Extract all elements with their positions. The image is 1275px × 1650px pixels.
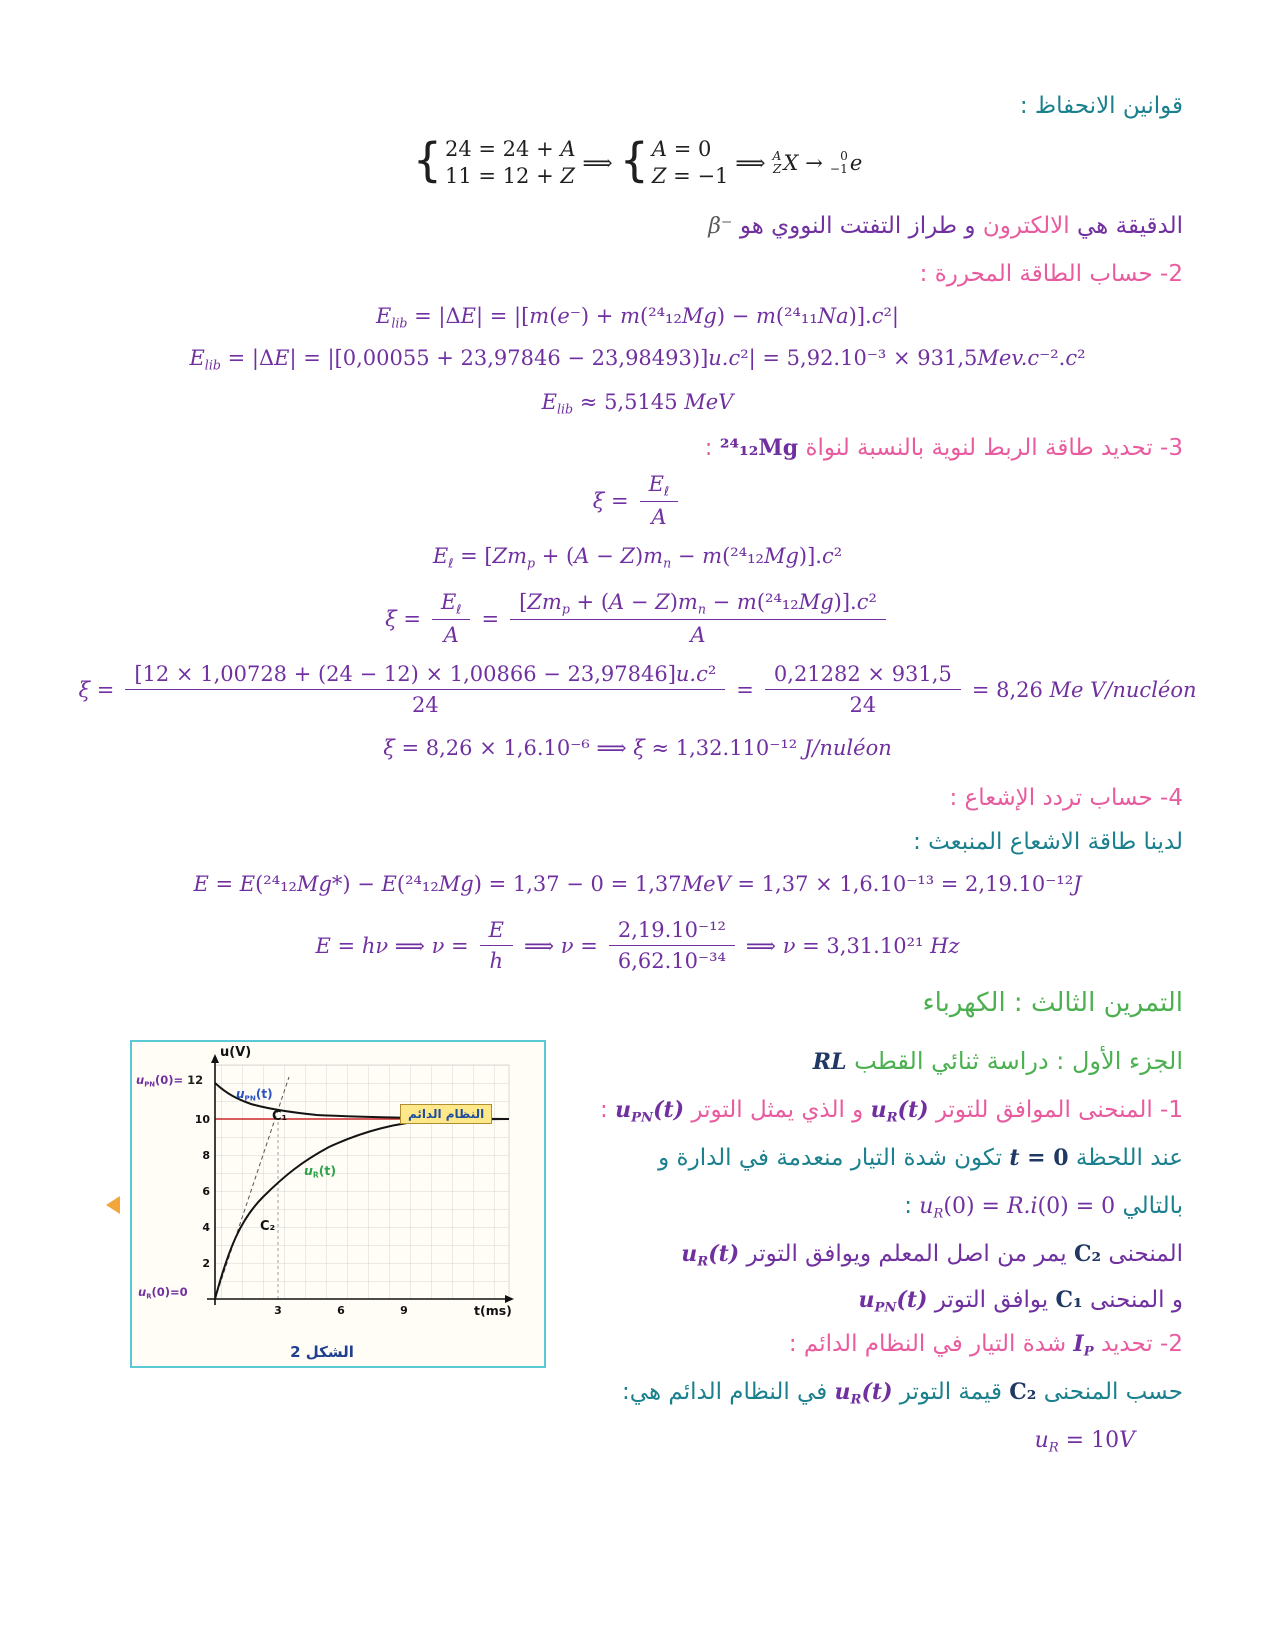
q1-colon: :	[600, 1097, 616, 1123]
case1-row1: 24 = 24 + A	[445, 137, 576, 161]
fraction-numeric	[609, 918, 735, 973]
fraction-denominator: h	[489, 949, 504, 973]
equation-conservation-system	[42, 133, 1233, 191]
therefore-pre: بالتالي	[1115, 1193, 1183, 1219]
x-tick-9: 9	[400, 1304, 408, 1317]
ur-zero-equation: $u_R(0) = R.i(0) = 0$	[919, 1194, 1116, 1222]
x-axis-arrow	[505, 1295, 514, 1303]
heading-exercise-3-text: التمرين الثالث : الكهرباء	[922, 988, 1183, 1018]
atomic-number: −1	[829, 162, 848, 177]
hasab-pre: حسب المنحنى	[1036, 1379, 1183, 1405]
y-tick-2: 2	[202, 1257, 210, 1270]
nuclide-e-prescript	[830, 150, 848, 176]
implies-arrow: ⟹	[735, 151, 766, 176]
implies-arrow: ⟹	[582, 151, 613, 176]
fraction-formula-over-a	[510, 590, 886, 647]
equation-elib-symbolic	[42, 304, 1233, 330]
equation-xi-expanded	[42, 590, 1233, 647]
ur-value-line	[92, 1424, 1135, 1458]
equation-el-formula	[42, 544, 1233, 570]
nuclide-x-symbol: X	[783, 151, 799, 176]
ur-t-token: $u_R(t)$	[870, 1097, 929, 1126]
c2-symbol: C₂	[1073, 1241, 1102, 1267]
upn-t-token: $u_{PN}(t)$	[858, 1287, 928, 1316]
heading-exercise-3	[92, 985, 1183, 1023]
x-axis-label: t(ms)	[474, 1303, 512, 1318]
conservation-heading	[92, 90, 1183, 123]
fraction-e-over-h	[480, 918, 513, 973]
equals-sign: =	[736, 677, 754, 702]
elib-2: $E_{lib} = |\Delta E| = |[0,00055 + 23,97846 - 23,98493)]u.c^2| = 5,92.10^{-3} \times 931,5Mev.c^{-2}.c^2$	[189, 346, 1086, 373]
case-system-1	[412, 133, 576, 191]
case-rows	[445, 136, 576, 191]
left-brace: {	[412, 133, 442, 188]
steady-value-line	[92, 1376, 1183, 1410]
fraction-numerator: 2,19.10⁻¹²	[609, 918, 735, 946]
mass-number: A	[772, 149, 782, 164]
heading-released-energy-text: 2- حساب الطاقة المحررة :	[919, 261, 1183, 287]
electron-word: الالكترون	[982, 213, 1070, 239]
c1-mid: يوافق التوتر	[927, 1287, 1056, 1313]
equation-elib-result	[42, 390, 1233, 416]
ip-token: $I_P$	[1073, 1331, 1094, 1360]
equation-xi-definition	[42, 472, 1233, 529]
t0-pre: عند اللحظة	[1068, 1145, 1183, 1171]
q2-post: شدة التيار في النظام الدائم :	[788, 1331, 1074, 1357]
heading-released-energy	[92, 258, 1183, 291]
heading-binding-energy	[92, 432, 1183, 465]
particle-text-2: و طراز التفتت النووي هو	[732, 213, 983, 239]
q2-pre: 2- تحديد	[1093, 1331, 1183, 1357]
ur-t-token: $u_R(t)$	[681, 1241, 740, 1270]
c2-pre: المنحنى	[1101, 1241, 1183, 1267]
nuclide-x	[773, 150, 799, 176]
ur-10v-equation: $u_R = 10V$	[1034, 1428, 1135, 1456]
case-system-2	[619, 133, 729, 191]
decay-arrow: →	[805, 151, 823, 176]
fraction-numerator: E	[480, 918, 513, 946]
fraction-denominator: A	[651, 505, 667, 530]
el-formula: $E_\ell = [Zm_p + (A - Z)m_n - m(^{24}_{12}Mg)].c^2$	[432, 544, 843, 571]
equals-sign: =	[481, 606, 500, 631]
c2-curve-label: C₂	[260, 1219, 276, 1234]
fraction-numerator: 0,21282 × 931,5	[765, 662, 961, 690]
c1-pre: و المنحنى	[1082, 1287, 1183, 1313]
elib-3: $E_{lib} \approx 5,5145$ MeV	[541, 390, 734, 417]
heading-binding-pre: 3- تحديد طاقة الربط لنوية بالنسبة لنواة	[798, 435, 1183, 461]
particle-text-1: الدقيقة هي	[1069, 213, 1183, 239]
left-brace: {	[619, 133, 649, 188]
xi-lead: ξ =	[385, 606, 421, 631]
heading-part-1-text: الجزء الأول : دراسة ثنائي القطب	[846, 1047, 1183, 1075]
case-rows	[652, 136, 729, 191]
mass-number: 0	[840, 149, 848, 164]
case2-row1: A = 0	[651, 137, 712, 161]
emitted-energy-line	[92, 826, 1183, 859]
y-tick-8: 8	[202, 1149, 210, 1162]
y-axis-label: u(V)	[220, 1045, 252, 1060]
equation-gamma-energy	[42, 872, 1233, 896]
x-tick-3: 3	[274, 1304, 282, 1317]
xi-lead: ξ =	[78, 677, 115, 702]
equation-xi-joules	[42, 736, 1233, 760]
equation-row	[412, 133, 863, 191]
t0-token: t = 0	[1009, 1145, 1069, 1171]
beta-minus-symbol: β⁻	[708, 214, 733, 239]
particle-identification-line	[92, 210, 1183, 243]
c1-symbol: C₁	[1055, 1287, 1083, 1313]
fraction-el-over-a	[640, 472, 679, 529]
equation-xi-numeric	[42, 662, 1233, 717]
y-tick-6: 6	[202, 1185, 210, 1198]
y-axis-arrow	[211, 1054, 219, 1063]
upn-t-token: $u_{PN}(t)$	[615, 1097, 685, 1126]
xi-lead: ξ =	[592, 488, 629, 513]
fraction-numeric-1	[125, 662, 725, 717]
fraction-numerator: $E_\ell$	[432, 590, 471, 620]
fraction-numerator: [12 × 1,00728 + (24 − 12) × 1,00866 − 23,97846]u.c²	[125, 662, 725, 690]
heading-binding-colon: :	[704, 435, 720, 461]
fraction-denominator: A	[443, 623, 459, 648]
conservation-heading-text: قوانين الانحفاظ :	[1019, 93, 1183, 119]
q1-pre: 1- المنحنى الموافق للتوتر	[928, 1097, 1183, 1123]
gamma-energy: E = E(²⁴₁₂Mg*) − E(²⁴₁₂Mg) = 1,37 − 0 = 1,37MeV = 1,37 × 1,6.10⁻¹³ = 2,19.10⁻¹²J	[193, 872, 1082, 896]
c2-mid: يمر من اصل المعلم ويوافق التوتر	[739, 1241, 1074, 1267]
atomic-number: Z	[772, 162, 782, 177]
q1-mid: و الذي يمثل التوتر	[684, 1097, 871, 1123]
xi-joules: ξ = 8,26 × 1,6.10⁻⁶ ⟹ ξ ≈ 1,32.110⁻¹² J/nuléon	[383, 736, 892, 760]
rl-dipole-token: RL	[812, 1049, 847, 1075]
fraction-denominator: 6,62.10⁻³⁴	[617, 949, 726, 973]
freq-lead: E = hν ⟹ ν =	[315, 933, 469, 958]
upn-initial-label: $u_{PN}(0)= 12$	[136, 1073, 204, 1089]
therefore-colon: :	[904, 1193, 920, 1219]
nuclide-e-symbol: e	[849, 151, 863, 176]
fraction-denominator: 24	[849, 693, 877, 717]
equation-elib-numeric	[42, 346, 1233, 372]
x-tick-6: 6	[337, 1304, 345, 1317]
figure-2-plot	[137, 1047, 541, 1329]
nuclide-x-prescript	[773, 150, 782, 176]
hasab-post: في النظام الدائم هي:	[622, 1379, 835, 1405]
figure-2	[130, 1040, 546, 1368]
xi-result: = 8,26 Me V/nucléon	[971, 677, 1197, 702]
c1-curve-label: C₁	[272, 1109, 288, 1124]
y-tick-10: 10	[194, 1113, 210, 1126]
hasab-mid: قيمة التوتر	[892, 1379, 1010, 1405]
fraction-el-over-a	[432, 590, 471, 647]
emitted-energy-text: لدينا طاقة الاشعاع المنبعث :	[913, 829, 1183, 855]
y-tick-4: 4	[202, 1221, 210, 1234]
equation-frequency	[42, 918, 1233, 973]
fraction-denominator: 24	[411, 693, 439, 717]
elib-1: $E_{lib} = |\Delta E| = |[m(e^-) + m(^{24}_{12}Mg) - m(^{24}_{11}Na)].c^2|$	[375, 304, 899, 331]
ur-t-token: $u_R(t)$	[834, 1379, 893, 1408]
margin-arrow-icon	[106, 1196, 120, 1214]
steady-state-badge: النظام الدائم	[400, 1104, 492, 1124]
heading-radiation-frequency	[92, 782, 1183, 815]
case1-row2: 11 = 12 + Z	[445, 164, 575, 189]
nuclide-electron	[830, 150, 862, 176]
freq-result: ⟹ ν = 3,31.10²¹ Hz	[745, 933, 960, 958]
ur-initial-label: $u_R(0)=0$	[138, 1285, 188, 1301]
fraction-numerator: $E_\ell$	[640, 472, 679, 502]
heading-radiation-frequency-text: 4- حساب تردد الإشعاع :	[949, 785, 1183, 811]
ur-curve-label: $u_R(t)$	[304, 1163, 337, 1180]
figure-caption: الشكل 2	[290, 1343, 354, 1361]
upn-curve-label: $u_{PN}(t)$	[236, 1087, 273, 1103]
freq-mid: ⟹ ν =	[523, 933, 598, 958]
c2-symbol: C₂	[1009, 1379, 1037, 1405]
fraction-denominator: A	[690, 623, 706, 648]
fraction-numeric-2	[765, 662, 961, 717]
t0-post: تكون شدة التيار منعدمة في الدارة و	[658, 1145, 1010, 1171]
case2-row2: Z = −1	[651, 164, 729, 189]
fraction-numerator: $[Zm_p + (A - Z)m_n - m(^{24}_{12}Mg)].c^2$	[510, 590, 886, 620]
mg-nuclide-token: ²⁴₁₂Mg	[719, 435, 799, 461]
